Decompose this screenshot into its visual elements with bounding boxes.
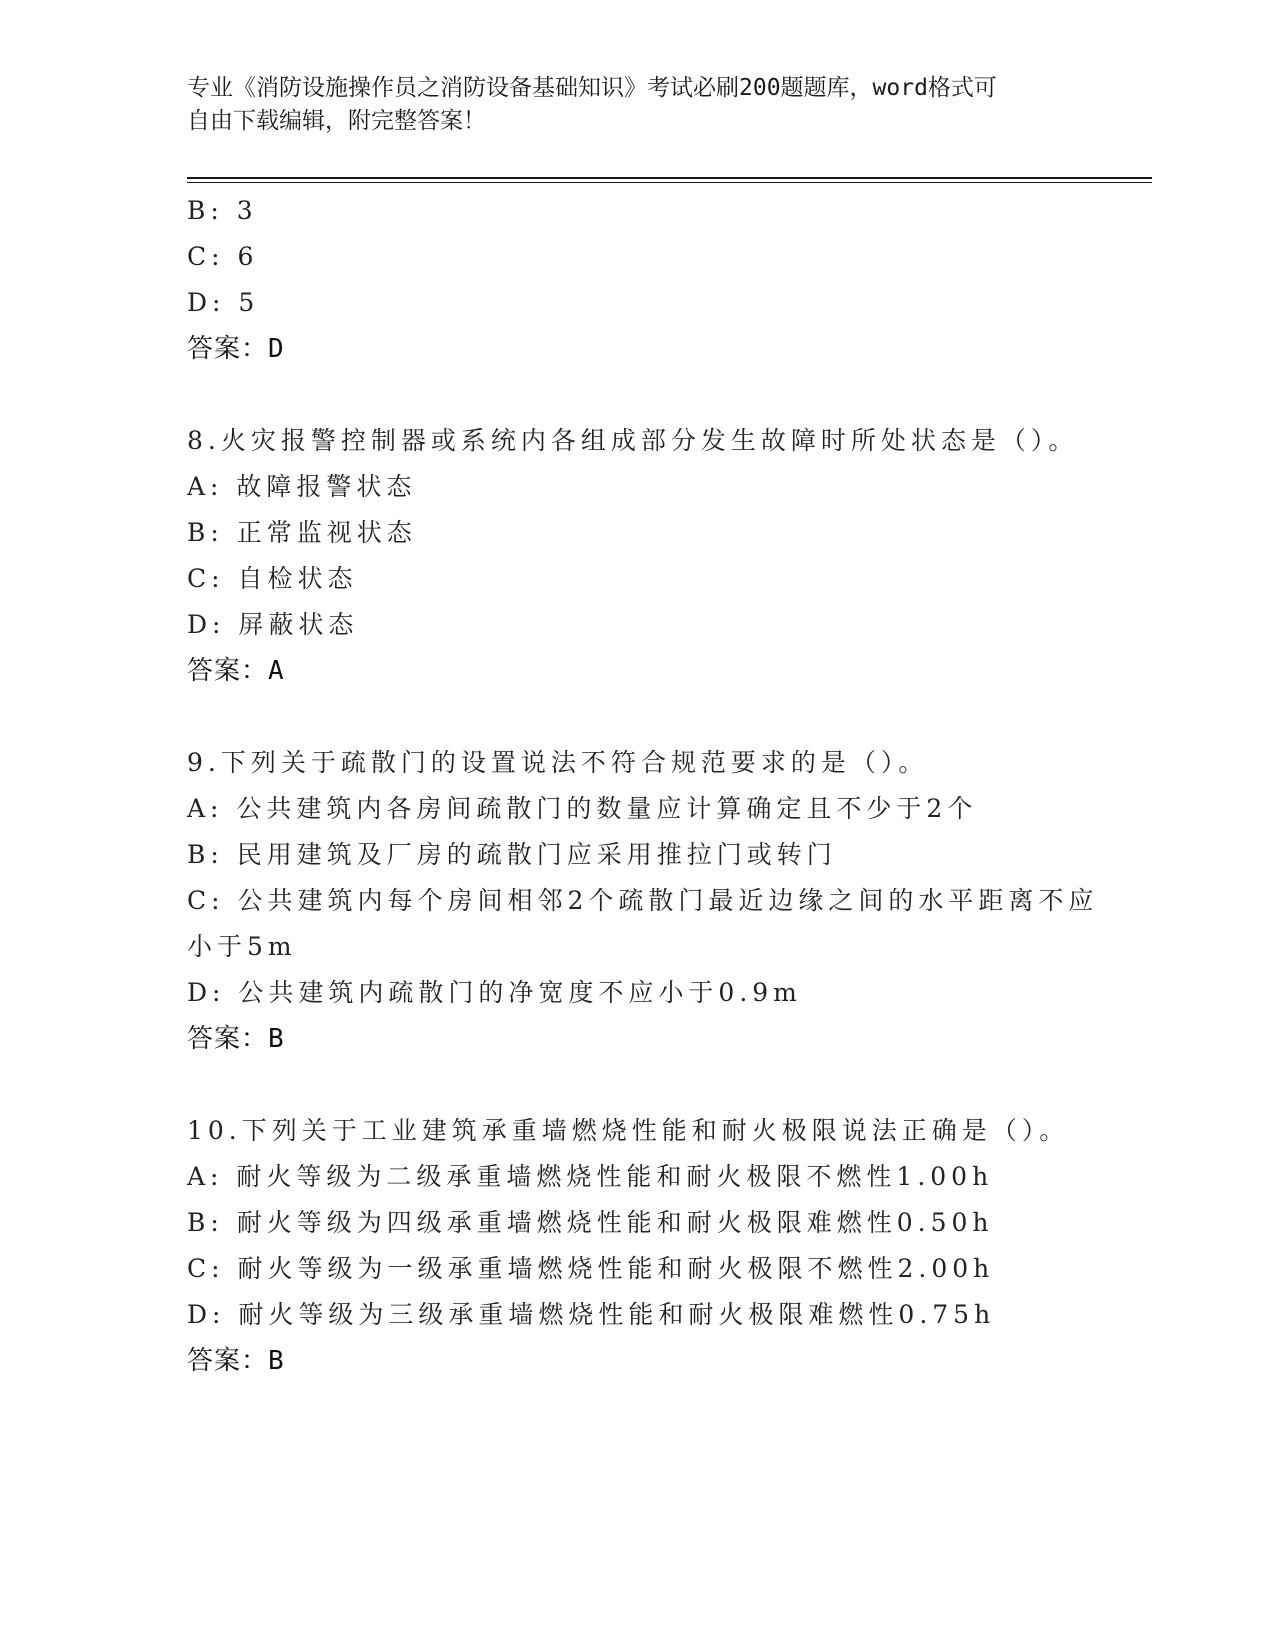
option-d: D: 屏蔽状态 xyxy=(187,610,359,639)
answer-line: 答案：A xyxy=(187,656,285,686)
option-b: B: 3 xyxy=(187,196,258,225)
document-header xyxy=(187,72,1067,138)
previous-question-tail xyxy=(187,188,1087,372)
question-8 xyxy=(187,418,1087,694)
question-content xyxy=(187,188,1099,1384)
option-b: B: 民用建筑及厂房的疏散门应采用推拉门或转门 xyxy=(187,840,837,869)
question-text: 10.下列关于工业建筑承重墙燃烧性能和耐火极限说法正确是（）。 xyxy=(187,1116,1070,1145)
option-c: C: 自检状态 xyxy=(187,564,358,593)
option-b: B: 耐火等级为四级承重墙燃烧性能和耐火极限难燃性0.50h xyxy=(187,1208,994,1237)
header-divider-top xyxy=(187,177,1152,179)
spacer xyxy=(187,694,1087,740)
option-b: B: 正常监视状态 xyxy=(187,518,417,547)
question-10 xyxy=(187,1108,1087,1384)
option-a: A: 耐火等级为二级承重墙燃烧性能和耐火极限不燃性1.00h xyxy=(187,1162,994,1191)
option-c-continuation: 小于5m xyxy=(187,932,297,961)
option-c: C: 公共建筑内每个房间相邻2个疏散门最近边缘之间的水平距离不应 xyxy=(187,886,1099,915)
header-title-line-1: 专业《消防设施操作员之消防设备基础知识》考试必刷200题题库，word格式可 xyxy=(187,75,997,101)
spacer xyxy=(187,1062,1087,1108)
option-c: C: 耐火等级为一级承重墙燃烧性能和耐火极限不燃性2.00h xyxy=(187,1254,995,1283)
spacer xyxy=(187,372,1087,418)
answer-line: 答案：D xyxy=(187,334,285,364)
answer-line: 答案：B xyxy=(187,1024,285,1054)
header-title-line-2: 自由下载编辑，附完整答案！ xyxy=(187,108,486,134)
header-divider-bottom xyxy=(187,182,1152,183)
option-d: D: 5 xyxy=(187,288,260,317)
question-text: 9.下列关于疏散门的设置说法不符合规范要求的是（）。 xyxy=(187,748,929,777)
answer-line: 答案：B xyxy=(187,1346,285,1376)
option-d: D: 公共建筑内疏散门的净宽度不应小于0.9m xyxy=(187,978,802,1007)
option-a: A: 故障报警状态 xyxy=(187,472,417,501)
question-text: 8.火灾报警控制器或系统内各组成部分发生故障时所处状态是（）。 xyxy=(187,426,1079,455)
option-d: D: 耐火等级为三级承重墙燃烧性能和耐火极限难燃性0.75h xyxy=(187,1300,996,1329)
option-a: A: 公共建筑内各房间疏散门的数量应计算确定且不少于2个 xyxy=(187,794,978,823)
question-9 xyxy=(187,740,1099,1062)
option-c: C: 6 xyxy=(187,242,259,271)
